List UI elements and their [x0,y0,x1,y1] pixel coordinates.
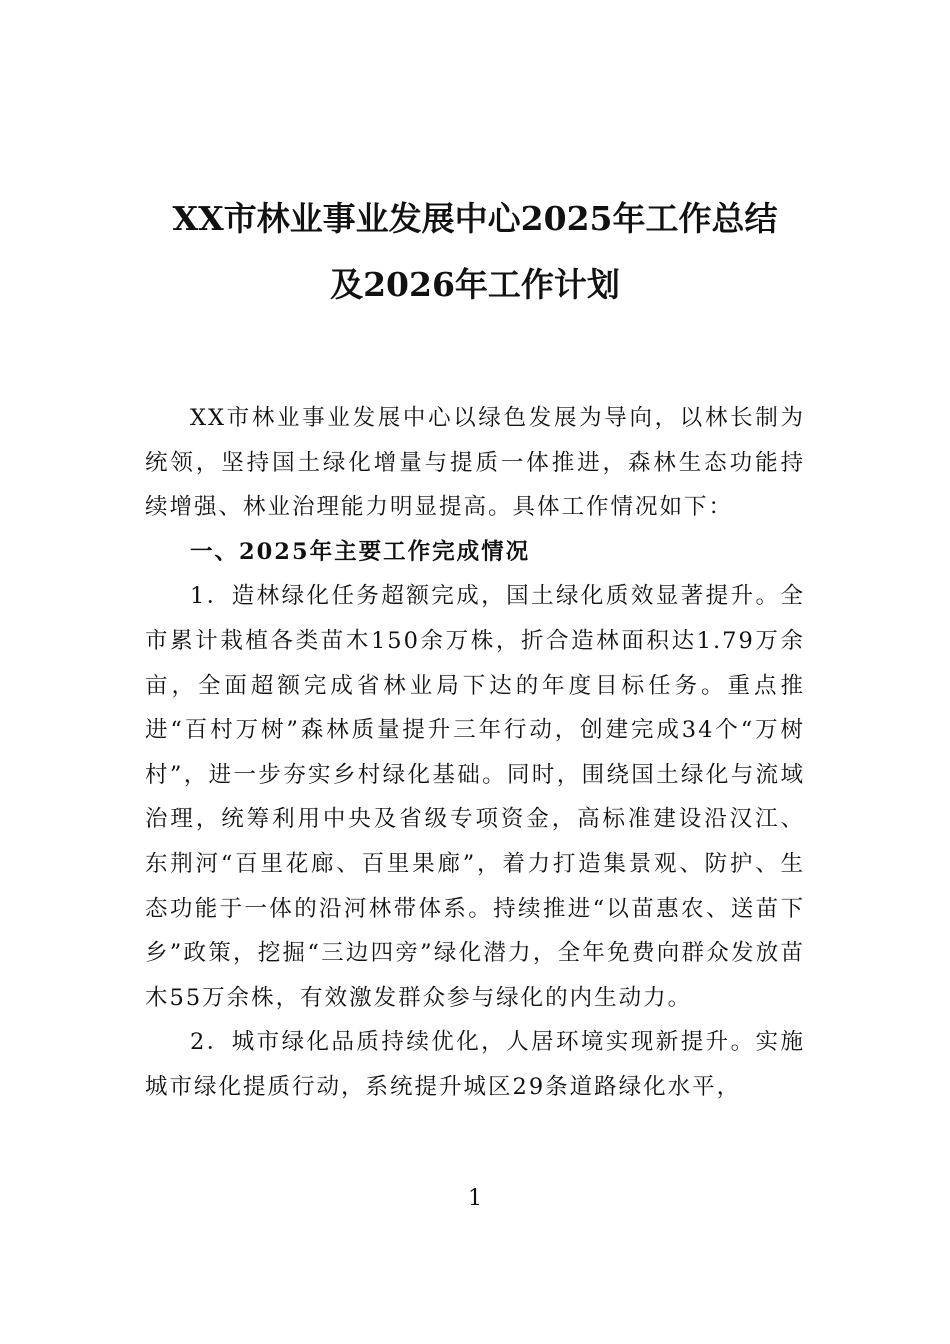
title-line-2: 及2026年工作计划 [330,265,620,304]
item-paragraph-2: 2．城市绿化品质持续优化，人居环境实现新提升。实施城市绿化提质行动，系统提升城区29条道路绿化水平， [145,1029,805,1100]
item-paragraph-1: 1．造林绿化任务超额完成，国土绿化质效显著提升。全市累计栽植各类苗木150余万株，折合造林面积达1.79万余亩，全面超额完成省林业局下达的年度目标任务。重点推进“百村万树”森林质量提升三年行动，创建完成34个“万树村”，进一步夯实乡村绿化基础。同时，围绕国土绿化与流域治理，统筹利用中央及省级专项资金，高标准建设沿汉江、东荆河“百里花廊、百里果廊”，着力打造集景观、防护、生态功能于一体的沿河林带体系。持续推进“以苗惠农、送苗下乡”政策，挖掘“三边四旁”绿化潜力，全年免费向群众发放苗木55万余株，有效激发群众参与绿化的内生动力。 [145,583,805,1011]
title-line-1: XX市林业事业发展中心2025年工作总结 [172,199,778,238]
document-body [145,396,805,1110]
page-number: 1 [468,1186,482,1211]
document-title [145,186,805,318]
intro-paragraph: XX市林业事业发展中心以绿色发展为导向，以林长制为统领，坚持国土绿化增量与提质一体推进，森林生态功能持续增强、林业治理能力明显提高。具体工作情况如下： [145,405,805,521]
section-heading-1: 一、2025年主要工作完成情况 [190,538,531,565]
